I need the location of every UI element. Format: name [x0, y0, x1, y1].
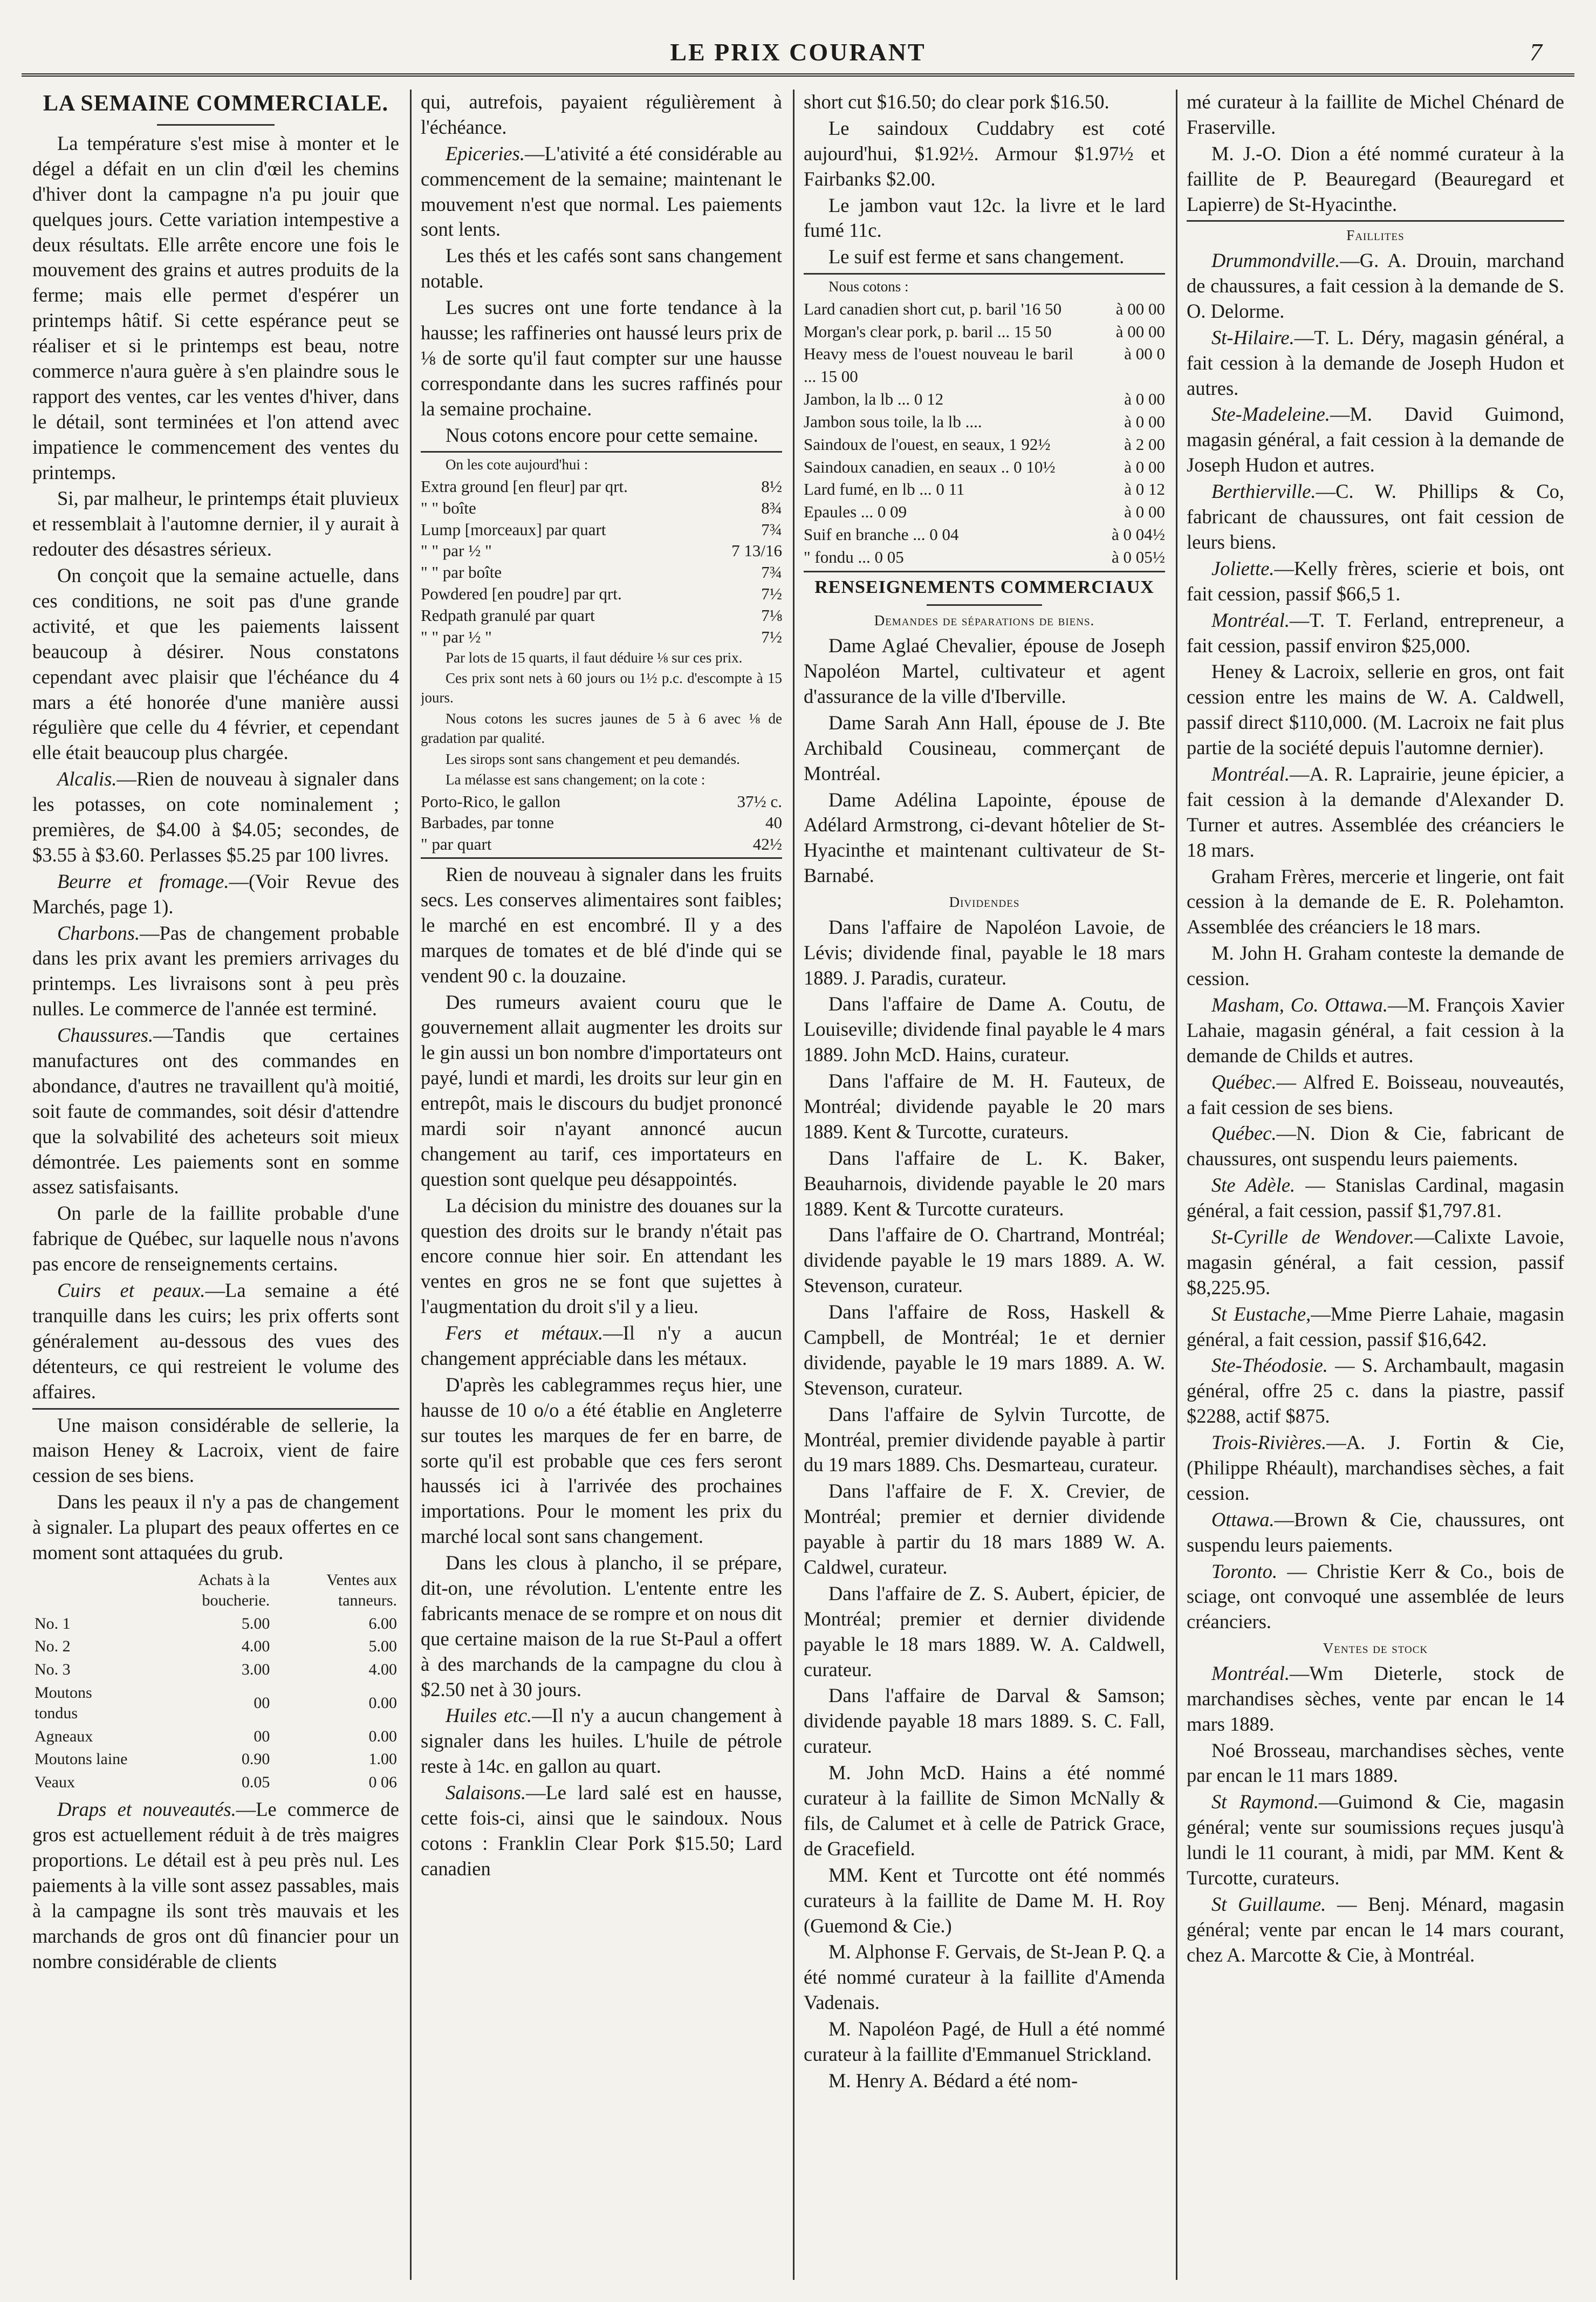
paragraph: La décision du ministre des douanes sur la question des droits sur le brandy n'était pas encore connue hier soir. En attendant les ventes en gros ne se font que sujettes à l'augmentation du droit s'il y a lieu.	[421, 1194, 782, 1318]
price-label: Lard canadien short cut, p. baril '16 50	[804, 299, 1062, 318]
price-label: " par quart	[421, 835, 492, 854]
price-line	[421, 812, 782, 834]
price-label: Jambon sous toile, la lb ....	[804, 412, 982, 431]
table-cell: 0.00	[368, 1727, 397, 1745]
paragraph: Nous cotons encore pour cette semaine.	[446, 423, 758, 446]
table-cell: Moutons laine	[35, 1750, 128, 1768]
price-label: " " boîte	[421, 498, 476, 517]
price-label: Lump [morceaux] par quart	[421, 520, 606, 539]
price-label: Powdered [en poudre] par qrt.	[421, 584, 622, 604]
price-line	[804, 320, 1165, 343]
rubric-label: Epiceries.	[446, 142, 525, 165]
notice-place: St Eustache,	[1211, 1302, 1311, 1325]
price-line	[421, 540, 782, 562]
price-value: 8¾	[761, 498, 782, 517]
price-value: à 00 0	[1124, 344, 1165, 364]
price-note: Ces prix sont nets à 60 jours ou 1½ p.c. d'escompte à 15 jours.	[421, 670, 782, 706]
notice-text: Graham Frères, mercerie et lingerie, ont fait cession à la demande de E. R. Polehamton. Assemblée des créanciers le 18 mars.	[1187, 865, 1564, 938]
price-line	[421, 497, 782, 519]
rubric-label: Draps et nouveautés.	[57, 1798, 236, 1821]
notice-text: —T. T. Ferland, entrepreneur, a fait cession, passif environ $25,000.	[1187, 609, 1564, 657]
table-cell: No. 3	[35, 1661, 71, 1679]
table-row	[32, 1635, 399, 1658]
price-line	[804, 523, 1165, 546]
rubric-text: —Tandis que certaines manufactures ont des commandes en abondance, d'autres ne travaillent qu'à moitié, soit faute de commandes, soit désir d'attendre que la solvabilité des acheteurs soit mieux démontrée. Les paiements sont en somme assez satisfaisants.	[32, 1024, 399, 1198]
price-note: Par lots de 15 quarts, il faut déduire ⅛ sur ces prix.	[446, 649, 743, 666]
rubric-text: —Pas de changement probable dans les prix avant les premiers arrivages du printemps. Les livraisons sont à peu près nulles. Le commerce de l'année est terminé.	[32, 921, 399, 1020]
paragraph: Dans l'affaire de Dame A. Coutu, de Louiseville; dividende final payable le 4 mars 1889. John McD. Hains, curateur.	[804, 993, 1165, 1066]
notice	[1187, 556, 1564, 607]
price-note: Nous cotons les sucres jaunes de 5 à 6 avec ⅛ de gradation par qualité.	[421, 710, 782, 747]
price-label: Extra ground [en fleur] par qrt.	[421, 476, 628, 496]
price-value: à 0 00	[1124, 502, 1165, 522]
notice-place: Montréal.	[1211, 1662, 1290, 1684]
notice	[1187, 479, 1564, 555]
column-rule	[410, 90, 412, 2280]
notice-text: —Wm Dieterle, stock de marchandises sèches, vente par encan le 14 mars 1889.	[1187, 1662, 1564, 1735]
notice-place: Québec.	[1211, 1122, 1277, 1145]
paragraph: Si, par malheur, le printemps était pluvieux et ressemblait à l'automne dernier, il y aurait à redouter des désastres sérieux.	[32, 487, 399, 561]
price-value: à 00 00	[1115, 299, 1165, 318]
price-label: Saindoux canadien, en seaux .. 0 10½	[804, 457, 1056, 476]
paragraph: Dans l'affaire de Napoléon Lavoie, de Lévis; dividende final, payable le 18 mars 1889. J. Paradis, curateur.	[804, 916, 1165, 989]
table-cell: Moutons tondus	[35, 1683, 92, 1723]
price-line	[421, 476, 782, 497]
paragraph: Dame Aglaé Chevalier, épouse de Joseph Napoléon Martel, cultivateur et agent d'assurance de la ville d'Iberville.	[804, 634, 1165, 707]
price-label: " fondu ... 0 05	[804, 547, 904, 566]
divider	[927, 604, 1042, 606]
hide-price-table	[32, 1569, 399, 1794]
rubric-text: —Le lard salé est en hausse, cette fois-ci, ainsi que le saindoux. Nous cotons : Franklin Clear Pork $15.50; Lard canadien	[421, 1781, 782, 1880]
paragraph: short cut $16.50; do clear pork $16.50.	[804, 91, 1109, 113]
notice	[1187, 659, 1564, 761]
sugar-price-box	[421, 451, 782, 859]
notice-text: — Benj. Ménard, magasin général; vente par encan le 14 mars courant, chez A. Marcotte & Cie, à Montréal.	[1187, 1893, 1564, 1966]
notice-text: —A. J. Fortin & Cie, (Philippe Rhéault), marchandises sèches, a fait cession.	[1187, 1431, 1564, 1504]
table-cell: Agneaux	[35, 1727, 93, 1745]
notice	[1187, 325, 1564, 401]
price-line	[421, 562, 782, 583]
rubric-text: —L'ativité a été considérable au commencement de la semaine; maintenant le mouvement n'est que normal. Les paiements sont lents.	[421, 142, 782, 241]
notice-place: Trois-Rivières.	[1211, 1431, 1327, 1454]
paragraph: M. Napoléon Pagé, de Hull a été nommé curateur à la faillite d'Emmanuel Strickland.	[804, 2018, 1165, 2065]
subsection-heading: Faillites	[1346, 227, 1405, 244]
notice-text: —Guimond & Cie, magasin général; vente sur soumissions reçues jusqu'à lundi le 11 courant, à midi, par MM. Kent & Turcotte, curateurs.	[1187, 1791, 1564, 1889]
paragraph: Le suif est ferme et sans changement.	[828, 245, 1125, 268]
table-header	[32, 1569, 135, 1613]
column-2	[421, 90, 782, 2280]
notice-place: Ottawa.	[1211, 1508, 1275, 1531]
notice-text: —N. Dion & Cie, fabricant de chaussures, ont suspendu leurs paiements.	[1187, 1122, 1564, 1170]
table-cell: 0.00	[368, 1693, 397, 1712]
price-label: Saindoux de l'ouest, en seaux, 1 92½	[804, 434, 1051, 454]
price-line	[421, 626, 782, 648]
notice-text: —M. François Xavier Lahaie, magasin général, a fait cession à la demande de Childs et autres.	[1187, 993, 1564, 1067]
notice-place: St Guillaume.	[1211, 1893, 1326, 1915]
paragraph	[32, 869, 399, 920]
paragraph: Rien de nouveau à signaler dans les fruits secs. Les conserves alimentaires sont faibles; le marché en est encombré. Il y a des marques de tomates et de blé d'inde qui se vendent 90 c. la douzaine.	[421, 863, 782, 987]
notice	[1187, 762, 1564, 863]
divider	[1187, 220, 1564, 222]
table-row	[32, 1658, 399, 1682]
paragraph: On conçoit que la semaine actuelle, dans ces conditions, ne soit pas d'une grande activité, et que les paiements laissent beaucoup à désirer. Nous constatons cependant avec plaisir que l'échéance du 4 mars a été honorée d'une manière aussi régulière que celle du 4 février, et cependant elle était beaucoup plus chargée.	[32, 564, 399, 764]
paragraph: Dans l'affaire de M. H. Fauteux, de Montréal; dividende payable le 20 mars 1889. Kent & Turcotte, curateurs.	[804, 1070, 1165, 1143]
paragraph: D'après les cablegrammes reçus hier, une hausse de 10 o/o a été établie en Angleterre sur toutes les marques de fer en barre, de sorte qu'il est probable que ces fers seront haussés ici à l'arrivée des prochaines importations. Pour le moment les prix du marché local sont sans changement.	[421, 1373, 782, 1548]
notice-place: Masham, Co. Ottawa.	[1211, 993, 1388, 1016]
subsection-heading: Demandes de séparations de biens.	[874, 612, 1095, 629]
price-value: 7½	[761, 584, 782, 604]
price-label: Jambon, la lb ... 0 12	[804, 390, 944, 409]
price-line	[421, 519, 782, 541]
notice	[1187, 608, 1564, 659]
paragraph: Dans les peaux il n'y a pas de changement à signaler. La plupart des peaux offertes en ce moment sont attaquées du grub.	[32, 1491, 399, 1563]
price-value: 7¾	[761, 563, 782, 582]
notice-text: Heney & Lacroix, sellerie en gros, ont fait cession entre les mains de W. A. Caldwell, passif direct $110,000. (M. Lacroix ne fait plus partie de la société depuis l'automne dernier).	[1187, 660, 1564, 759]
table-cell: No. 1	[35, 1614, 71, 1632]
notice-place: Québec.	[1211, 1070, 1277, 1093]
table-cell: 6.00	[368, 1614, 397, 1632]
notice-text: — Alfred E. Boisseau, nouveautés, a fait cession de ses biens.	[1187, 1070, 1564, 1118]
notice	[1187, 864, 1564, 940]
price-value: à 00 00	[1115, 322, 1165, 341]
table-cell: 0.90	[241, 1750, 270, 1768]
paragraph: M. Alphonse F. Gervais, de St-Jean P. Q. a été nommé curateur à la faillite d'Amenda Vadenais.	[804, 1941, 1165, 2014]
price-label: Lard fumé, en lb ... 0 11	[804, 480, 965, 499]
rubric-label: Salaisons.	[446, 1781, 526, 1804]
paragraph: M. John McD. Hains a été nommé curateur à la faillite de Simon McNally & fils, de Calumet et à celle de Patrick Grace, de Gracefield.	[804, 1761, 1165, 1860]
price-value: à 0 04½	[1111, 525, 1165, 544]
column-4	[1187, 90, 1564, 2280]
rubric-label: Cuirs et peaux.	[57, 1279, 206, 1302]
paragraph: Le jambon vaut 12c. la livre et le lard fumé 11c.	[804, 194, 1165, 242]
table-header-row	[32, 1569, 399, 1613]
price-label: Barbades, par tonne	[421, 813, 554, 832]
paragraph	[32, 1278, 399, 1404]
notice-text: —C. W. Phillips & Co, fabricant de chaussures, ont fait cession de leurs biens.	[1187, 480, 1564, 553]
rubric-label: Fers et métaux.	[446, 1322, 604, 1344]
divider	[32, 1408, 399, 1410]
price-value: 37½ c.	[737, 791, 782, 811]
table-cell: 0.05	[241, 1773, 270, 1791]
rubric-label: Beurre et fromage.	[57, 870, 229, 892]
table-cell: No. 2	[35, 1637, 71, 1656]
section-heading: RENSEIGNEMENTS COMMERCIAUX	[814, 577, 1154, 597]
notice	[1187, 1661, 1564, 1737]
price-value: à 0 12	[1124, 480, 1165, 499]
notice-text: —Mme Pierre Lahaie, magasin général, a fait cession, passif $16,642.	[1187, 1302, 1564, 1350]
table-row	[32, 1725, 399, 1748]
price-value: 7⅛	[761, 605, 782, 625]
paragraph: Dame Sarah Ann Hall, épouse de J. Bte Archibald Cousineau, commerçant de Montréal.	[804, 711, 1165, 784]
price-line	[804, 433, 1165, 456]
price-line	[804, 343, 1165, 388]
notice	[1187, 1121, 1564, 1172]
notice	[1187, 1430, 1564, 1506]
table-header: Achats à la boucherie.	[198, 1570, 270, 1610]
paragraph: Des rumeurs avaient couru que le gouvernement allait augmenter les droits sur le gin aussi un bon nombre d'importateurs ont payé, lundi et mardi, les droits sur leur gin en entrepôt, mais le discours du budjet prononcé mardi soir n'ayant annoncé aucun changement au tarif, ces importateurs en question sont quelque peu désappointés.	[421, 991, 782, 1190]
price-value: à 0 05½	[1111, 547, 1165, 566]
table-cell: 3.00	[241, 1661, 270, 1679]
paragraph	[421, 1703, 782, 1779]
paragraph: qui, autrefois, payaient régulièrement à l'échéance.	[421, 91, 782, 138]
notice-text: M. John H. Graham conteste la demande de cession.	[1187, 942, 1564, 990]
table-cell: 4.00	[241, 1637, 270, 1656]
table-row	[32, 1771, 399, 1794]
notice-text: — S. Archambault, magasin général, offre 25 c. dans la piastre, passif $2288, actif $875.	[1187, 1354, 1564, 1427]
rubric-text: —Il n'y a aucun changement à signaler dans les huiles. L'huile de pétrole reste à 14c. en gallon au quart.	[421, 1704, 782, 1778]
price-label: Heavy mess de l'ouest nouveau le baril ... 15 00	[804, 344, 1073, 386]
notice	[1187, 1789, 1564, 1891]
notice	[1187, 248, 1564, 324]
paragraph: Dans l'affaire de L. K. Baker, Beauharnois, dividende payable le 20 mars 1889. Kent & Turcotte curateurs.	[804, 1146, 1165, 1220]
notice-text: —G. A. Drouin, marchand de chaussures, a fait cession à la demande de S. O. Delorme.	[1187, 249, 1564, 322]
notice-text: —Calixte Lavoie, magasin général, a fait cession, passif $8,225.95.	[1187, 1225, 1564, 1299]
subsection-heading: Dividendes	[949, 894, 1020, 911]
price-intro: Nous cotons :	[828, 278, 909, 295]
paragraph: Le saindoux Cuddabry est coté aujourd'hui, $1.92½. Armour $1.97½ et Fairbanks $2.00.	[804, 117, 1165, 190]
table-cell: 00	[254, 1727, 270, 1745]
paragraph: Dans l'affaire de Sylvin Turcotte, de Montréal, premier dividende payable à partir du 19 mars 1889. Chs. Desmarteau, curateur.	[804, 1403, 1165, 1476]
paragraph	[32, 767, 399, 868]
price-note: La mélasse est sans changement; on la cote :	[446, 771, 705, 788]
rubric-label: Charbons.	[57, 921, 140, 944]
paragraph: Dans les clous à plancho, il se prépare, dit-on, une révolution. L'entente entre les fabricants menace de se rompre et on nous dit que certaine maison de la rue St-Paul a offert à des marchands de la campagne du clou à $2.50 net à 30 jours.	[421, 1552, 782, 1700]
paragraph: Les thés et les cafés sont sans changement notable.	[421, 244, 782, 292]
notice-place: Drummondville.	[1211, 249, 1340, 272]
notice-place: St Raymond.	[1211, 1791, 1319, 1813]
column-1	[32, 90, 399, 2280]
price-intro: On les cote aujourd'hui :	[446, 456, 588, 473]
table-cell: 5.00	[241, 1614, 270, 1632]
table-cell: Veaux	[35, 1773, 75, 1791]
price-value: à 0 00	[1124, 390, 1165, 409]
notice	[1187, 1559, 1564, 1635]
price-line	[804, 456, 1165, 479]
notice-text: —M. David Guimond, magasin général, a fait cession à la demande de Joseph Hudon et autres.	[1187, 403, 1564, 476]
paragraph: MM. Kent et Turcotte ont été nommés curateurs à la faillite de Dame M. H. Roy (Guemond & Cie.)	[804, 1863, 1165, 1937]
notice-place: Toronto.	[1211, 1560, 1278, 1582]
table-cell: 5.00	[368, 1637, 397, 1656]
notice-place: St-Hilaire.	[1211, 326, 1294, 349]
notice-text: —A. R. Laprairie, jeune épicier, a fait cession à la demande d'Alexander D. Turner et autres. Assemblée des créanciers le 18 mars.	[1187, 762, 1564, 861]
table-row	[32, 1748, 399, 1771]
notice-place: Berthierville.	[1211, 480, 1316, 503]
notice	[1187, 1738, 1564, 1789]
notice-place: St-Cyrille de Wendover.	[1211, 1225, 1415, 1248]
price-value: 40	[765, 813, 782, 832]
notice-place: Ste-Théodosie.	[1211, 1354, 1328, 1377]
paragraph: On parle de la faillite probable d'une fabrique de Québec, sur laquelle nous n'avons pas encore de renseignements certains.	[32, 1202, 399, 1275]
price-label: Epaules ... 0 09	[804, 502, 907, 522]
divider	[157, 124, 275, 126]
paragraph: M. Henry A. Bédard a été nom-	[828, 2069, 1078, 2092]
price-line	[804, 388, 1165, 411]
notice-place: Montréal.	[1211, 609, 1290, 631]
rubric-text: —Le commerce de gros est actuellement réduit à de très maigres proportions. Le détail est à peu près nul. Les paiements à la ville sont assez passables, mais à la campagne ils sont très mauvais et les marchands de gros ont dû financier pour un nombre considérable de clients	[32, 1798, 399, 1972]
price-value: 42½	[752, 835, 782, 854]
notice	[1187, 1225, 1564, 1301]
notice-place: Ste-Madeleine.	[1211, 403, 1330, 426]
price-line	[804, 546, 1165, 569]
price-label: Suif en branche ... 0 04	[804, 525, 959, 544]
rubric-label: Alcalis.	[57, 768, 117, 790]
table-cell: 00	[254, 1693, 270, 1712]
table-row	[32, 1682, 399, 1725]
paragraph	[421, 1321, 782, 1371]
price-value: 8½	[761, 476, 782, 496]
price-line	[804, 298, 1165, 320]
price-label: Redpath granulé par quart	[421, 605, 595, 625]
paragraph: Dans l'affaire de Ross, Haskell & Campbell, de Montréal; 1e et dernier dividende, payable le 19 mars 1889. A. W. Stevenson, curateur.	[804, 1301, 1165, 1399]
paragraph	[421, 141, 782, 243]
notice	[1187, 402, 1564, 478]
table-cell: 0 06	[368, 1773, 397, 1791]
price-label: Porto-Rico, le gallon	[421, 791, 561, 811]
price-label: " " par boîte	[421, 563, 502, 582]
paragraph: Dame Adélina Lapointe, épouse de Adélard Armstrong, ci-devant hôtelier de St-Hyacinthe et maintenant cultivateur de St-Barnabé.	[804, 788, 1165, 887]
section-heading: LA SEMAINE COMMERCIALE.	[43, 91, 389, 116]
paragraph: Une maison considérable de sellerie, la maison Heney & Lacroix, vient de faire cession de ses biens.	[32, 1413, 399, 1487]
price-value: 7¾	[761, 520, 782, 539]
paragraph	[32, 1023, 399, 1200]
table-header: Ventes aux tanneurs.	[326, 1570, 397, 1610]
column-rule	[1176, 90, 1177, 2280]
rubric-text: —(Voir Revue des Marchés, page 1).	[32, 870, 399, 918]
paragraph	[421, 1780, 782, 1882]
price-label: Morgan's clear pork, p. baril ... 15 50	[804, 322, 1052, 341]
paragraph: Dans l'affaire de Z. S. Aubert, épicier, de Montréal; premier et dernier dividende payable le 18 mars 1889. W. A. Caldwell, curateur.	[804, 1582, 1165, 1681]
price-value: 7 13/16	[731, 541, 782, 561]
notice	[1187, 1173, 1564, 1224]
price-value: 7½	[761, 627, 782, 646]
subsection-heading: Ventes de stock	[1323, 1640, 1428, 1657]
pork-price-box	[804, 273, 1165, 572]
rubric-text: —La semaine a été tranquille dans les cuirs; les prix offerts sont généralement au-dessous des vues des détenteurs, ce qui restreient le volume des affaires.	[32, 1279, 399, 1403]
price-line	[421, 605, 782, 626]
rubric-text: —Rien de nouveau à signaler dans les potasses, on cote nominalement ; premières, de $4.00 à $4.05; secondes, de $3.55 à $3.60. Perlasses $5.25 par 100 livres.	[32, 768, 399, 866]
paragraph: Dans l'affaire de F. X. Crevier, de Montréal; premier et dernier dividende payable à partir du 18 mars 1889 W. A. Caldwel, curateur.	[804, 1480, 1165, 1579]
rubric-label: Huiles etc.	[446, 1704, 532, 1727]
header-rule	[22, 73, 1574, 77]
paragraph	[32, 1797, 399, 1974]
rubric-text: —Il n'y a aucun changement appréciable dans les métaux.	[421, 1322, 782, 1369]
notice-place: Montréal.	[1211, 762, 1290, 785]
price-line	[421, 583, 782, 605]
notice-text: —T. L. Déry, magasin général, a fait cession à la demande de Joseph Hudon et autres.	[1187, 326, 1564, 399]
masthead-title: LE PRIX COURANT	[670, 38, 926, 66]
notice-text: Noé Brosseau, marchandises sèches, vente par encan le 11 mars 1889.	[1187, 1739, 1564, 1787]
rubric-label: Chaussures.	[57, 1024, 154, 1047]
price-line	[421, 834, 782, 855]
notice-text: — Christie Kerr & Co., bois de sciage, ont convoqué une assemblée de leurs créanciers.	[1187, 1560, 1564, 1633]
page-header	[32, 35, 1564, 69]
notice-text: —Kelly frères, scierie et bois, ont fait cession, passif $66,5 1.	[1187, 557, 1564, 605]
column-rule	[793, 90, 794, 2280]
notice-text: — Stanislas Cardinal, magasin général, a fait cession, passif $1,797.81.	[1187, 1174, 1564, 1222]
notice-place: Joliette.	[1211, 557, 1275, 579]
paragraph: Dans l'affaire de Darval & Samson; dividende payable 18 mars 1889. S. C. Fall, curateur.	[804, 1684, 1165, 1758]
notice	[1187, 1353, 1564, 1429]
table-cell: 4.00	[368, 1661, 397, 1679]
paragraph: Dans l'affaire de O. Chartrand, Montréal; dividende payable le 19 mars 1889. A. W. Stevenson, curateur.	[804, 1224, 1165, 1297]
price-line	[804, 478, 1165, 501]
price-note: Les sirops sont sans changement et peu demandés.	[446, 750, 740, 767]
price-value: à 0 00	[1124, 457, 1165, 476]
notice	[1187, 941, 1564, 992]
table-row	[32, 1613, 399, 1636]
notice	[1187, 1892, 1564, 1968]
column-3	[804, 90, 1165, 2280]
price-line	[804, 411, 1165, 433]
paragraph: M. J.-O. Dion a été nommé curateur à la faillite de P. Beauregard (Beauregard et Lapierre) de St-Hyacinthe.	[1187, 142, 1564, 215]
price-line	[421, 791, 782, 812]
price-value: à 0 00	[1124, 412, 1165, 431]
paragraph: Les sucres ont une forte tendance à la hausse; les raffineries ont haussé leurs prix de ⅛ de sorte qu'il faut compter sur une hausse correspondante dans les sucres raffinés pour la semaine prochaine.	[421, 296, 782, 420]
price-value: à 2 00	[1124, 434, 1165, 454]
notice-text: —Brown & Cie, chaussures, ont suspendu leurs paiements.	[1187, 1508, 1564, 1556]
notice-place: Ste Adèle.	[1211, 1174, 1296, 1197]
price-label: " " par ½ "	[421, 541, 492, 561]
paragraph: La température s'est mise à monter et le dégel a défait en un clin d'œil les chemins d'hiver dont la campagne n'a pu jouir que quelques jours. Cette variation intempestive a deux résultats. Elle arrête encore une fois le mouvement des grains et autres produits de la ferme; mais elle permet d'espérer un printemps hâtif. Si cette espérance peut se réaliser et si le printemps est beau, notre commerce n'aura guère à s'en plaindre sous le rapport des ventes, car les ventes d'hiver, dans le détail, sont terminées et l'on attend avec impatience le commencement des ventes du printemps.	[32, 132, 399, 483]
notice	[1187, 1302, 1564, 1352]
page-number: 7	[1530, 38, 1542, 66]
price-line	[804, 501, 1165, 523]
table-cell: 1.00	[368, 1750, 397, 1768]
notice	[1187, 993, 1564, 1069]
notice	[1187, 1507, 1564, 1558]
paragraph: mé curateur à la faillite de Michel Chénard de Fraserville.	[1187, 91, 1564, 138]
price-label: " " par ½ "	[421, 627, 492, 646]
notice	[1187, 1070, 1564, 1121]
paragraph	[32, 921, 399, 1022]
